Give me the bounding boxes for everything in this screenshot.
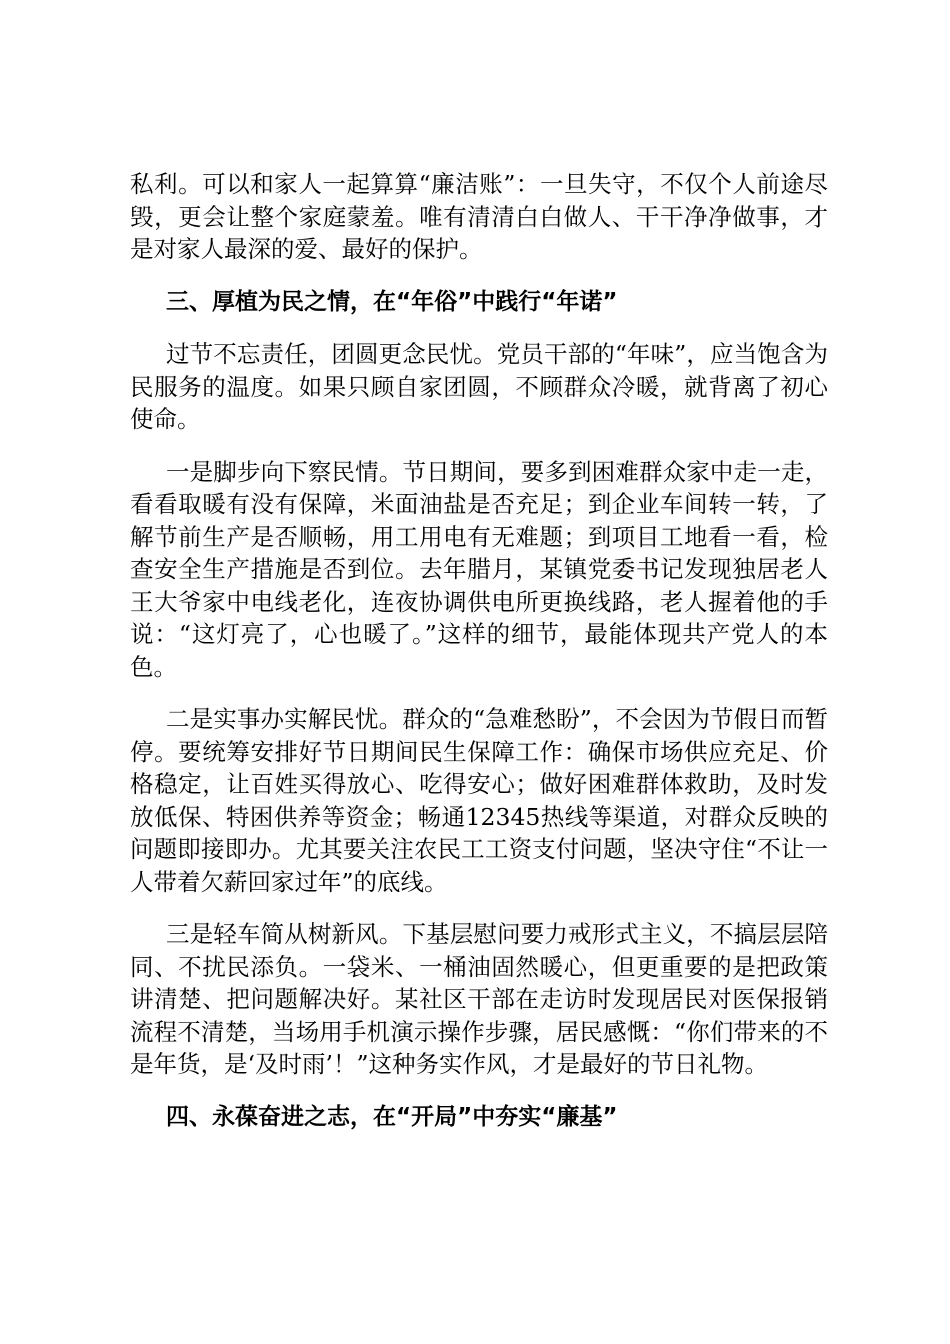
- paragraph: 私利。可以和家人一起算算“廉洁账”：一旦失守，不仅个人前途尽毁，更会让整个家庭蒙羞。唯有清清白白做人、干干净净做事，才是对家人最深的爱、最好的保护。: [130, 170, 828, 263]
- document-page: [130, 168, 828, 1153]
- paragraph: 三是轻车简从树新风。下基层慰问要力戒形式主义，不搞层层陪同、不扰民添负。一袋米、一桶油固然暖心，但更重要的是把政策讲清楚、把问题解决好。某社区干部在走访时发现居民对医保报销流程不清楚，当场用手机演示操作步骤，居民感慨：“你们带来的不是年货，是‘及时雨’！”这种务实作风，才是最好的节日礼物。: [130, 920, 828, 1078]
- paragraph: 过节不忘责任，团圆更念民忧。党员干部的“年味”，应当饱含为民服务的温度。如果只顾自家团圆，不顾群众冷暖，就背离了初心使命。: [130, 340, 828, 433]
- paragraph: 二是实事办实解民忧。群众的“急难愁盼”，不会因为节假日而暂停。要统筹安排好节日期间民生保障工作：确保市场供应充足、价格稳定，让百姓买得放心、吃得安心；做好困难群体救助，及时发放低保、特困供养等资金；畅通12345热线等渠道，对群众反映的问题即接即办。尤其要关注农民工工资支付问题，坚决守住“不让一人带着欠薪回家过年”的底线。: [130, 705, 828, 896]
- paragraph: 一是脚步向下察民情。节日期间，要多到困难群众家中走一走，看看取暖有没有保障，米面油盐是否充足；到企业车间转一转，了解节前生产是否顺畅，用工用电有无难题；到项目工地看一看，检查安全生产措施是否到位。去年腊月，某镇党委书记发现独居老人王大爷家中电线老化，连夜协调供电所更换线路，老人握着他的手说：“这灯亮了，心也暖了。”这样的细节，最能体现共产党人的本色。: [130, 457, 828, 681]
- section-heading: 四、永葆奋进之志，在“开局”中夯实“廉基”: [166, 1103, 618, 1130]
- section-heading: 三、厚植为民之情，在“年俗”中践行“年诺”: [166, 288, 618, 315]
